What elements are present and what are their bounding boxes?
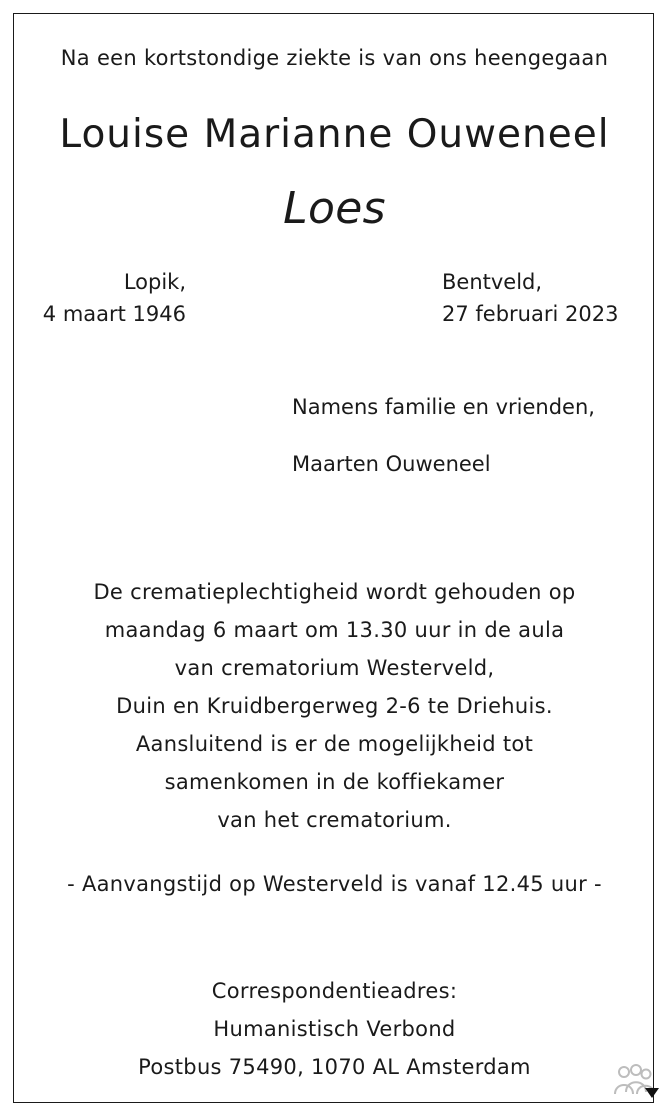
- death-date: 27 februari 2023: [442, 302, 619, 326]
- service-line: De crematieplechtigheid wordt gehouden op: [93, 580, 576, 604]
- death-place: Bentveld,: [442, 270, 543, 294]
- signature-line-2: Maarten Ouweneel: [292, 452, 491, 476]
- nickname: Loes: [283, 183, 386, 234]
- service-line: van crematorium Westerveld,: [174, 656, 495, 680]
- caret-down-icon[interactable]: [645, 1088, 659, 1098]
- correspondence-address: [0, 972, 669, 1086]
- service-line: van het crematorium.: [217, 808, 452, 832]
- intro-text: Na een kortstondige ziekte is van ons heengegaan: [60, 46, 609, 70]
- service-line: Duin en Kruidbergerweg 2-6 te Driehuis.: [116, 694, 553, 718]
- birth-place: Lopik,: [123, 270, 186, 294]
- correspondence-line: Postbus 75490, 1070 AL Amsterdam: [138, 1055, 531, 1079]
- birth-date: 4 maart 1946: [42, 302, 186, 326]
- service-line: Aansluitend is er de mogelijkheid tot: [135, 732, 534, 756]
- service-line: maandag 6 maart om 13.30 uur in de aula: [104, 618, 565, 642]
- signature-line-1: Namens familie en vrienden,: [292, 395, 595, 419]
- full-name: Louise Marianne Ouweneel: [59, 112, 610, 157]
- correspondence-line: Humanistisch Verbond: [213, 1017, 456, 1041]
- service-details: [0, 573, 669, 839]
- service-line: samenkomen in de koffiekamer: [164, 770, 505, 794]
- start-time: - Aanvangstijd op Westerveld is vanaf 12.45 uur -: [67, 872, 602, 896]
- notice-frame: [13, 13, 654, 1103]
- correspondence-line: Correspondentieadres:: [211, 979, 458, 1003]
